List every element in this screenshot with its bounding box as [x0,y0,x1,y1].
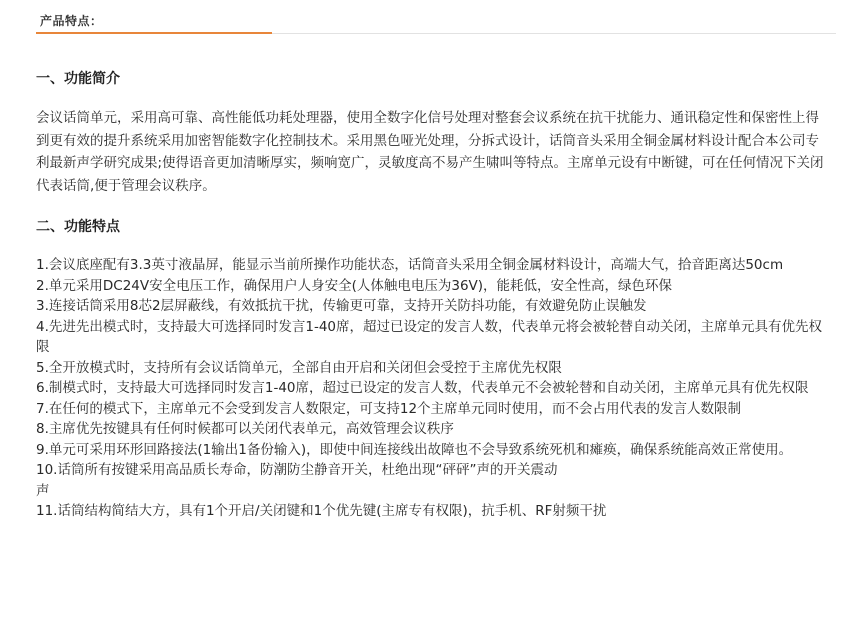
feature-item: 1.会议底座配有3.3英寸液晶屏，能显示当前所操作功能状态，话筒音头采用全铜金属材料设计，高端大气，拾音距离达50cm [36,257,784,273]
feature-item: 10.话筒所有按键采用高品质长寿命，防潮防尘静音开关，杜绝出现“砰砰”声的开关震动 [36,462,558,478]
feature-item: 3.连接话筒采用8芯2层屏蔽线，有效抵抗干扰，传输更可靠，支持开关防抖功能，有效避免防止误触发 [36,298,647,314]
feature-item: 4.先进先出模式时，支持最大可选择同时发言1-40席，超过已设定的发言人数，代表单元将会被轮替自动关闭，主席单元具有优先权限 [36,318,823,355]
section-title-features: 二、功能特点 [36,219,120,235]
feature-item: 声 [36,482,50,499]
feature-list [36,255,826,522]
feature-item: 2.单元采用DC24V安全电压工作，确保用户人身安全(人体触电电压为36V)，能耗低，安全性高，绿色环保 [36,277,673,294]
feature-item: 9.单元可采用环形回路接法(1输出1备份输入)，即使中间连接线出故障也不会导致系统死机和瘫痪，确保系统能高效正常使用。 [36,441,793,458]
feature-item: 8.主席优先按键具有任何时候都可以关闭代表单元，高效管理会议秩序 [36,421,454,437]
intro-paragraph: 会议话筒单元，采用高可靠、高性能低功耗处理器，使用全数字化信号处理对整套会议系统在抗干扰能力、通讯稳定性和保密性上得到更有效的提升系统采用加密智能数字化控制技术。采用黑色哑光处理，分拆式设计，话筒音头采用全铜金属材料设计配合本公司专利最新声学研究成果;使得语音更加清晰厚实，频响宽广，灵敏度高不易产生啸叫等特点。主席单元设有中断键，可在任何情况下关闭代表话筒,便于管理会议秩序。 [36,110,824,194]
product-features-content [36,68,826,522]
section-title-intro: 一、功能简介 [36,71,120,87]
section-tab-label: 产品特点： [40,14,103,28]
header-accent-bar [36,32,272,34]
feature-item: 7.在任何的模式下，主席单元不会受到发言人数限定，可支持12个主席单元同时使用，而不会占用代表的发言人数限制 [36,400,742,417]
feature-item: 6.制模式时，支持最大可选择同时发言1-40席，超过已设定的发言人数，代表单元不会被轮替和自动关闭，主席单元具有优先权限 [36,380,809,396]
feature-item: 5.全开放模式时，支持所有会议话筒单元，全部自由开启和关闭但会受控于主席优先权限 [36,359,562,376]
feature-item: 11.话筒结构简结大方，具有1个开启/关闭键和1个优先键(主席专有权限)，抗手机、RF射频干扰 [36,503,607,519]
